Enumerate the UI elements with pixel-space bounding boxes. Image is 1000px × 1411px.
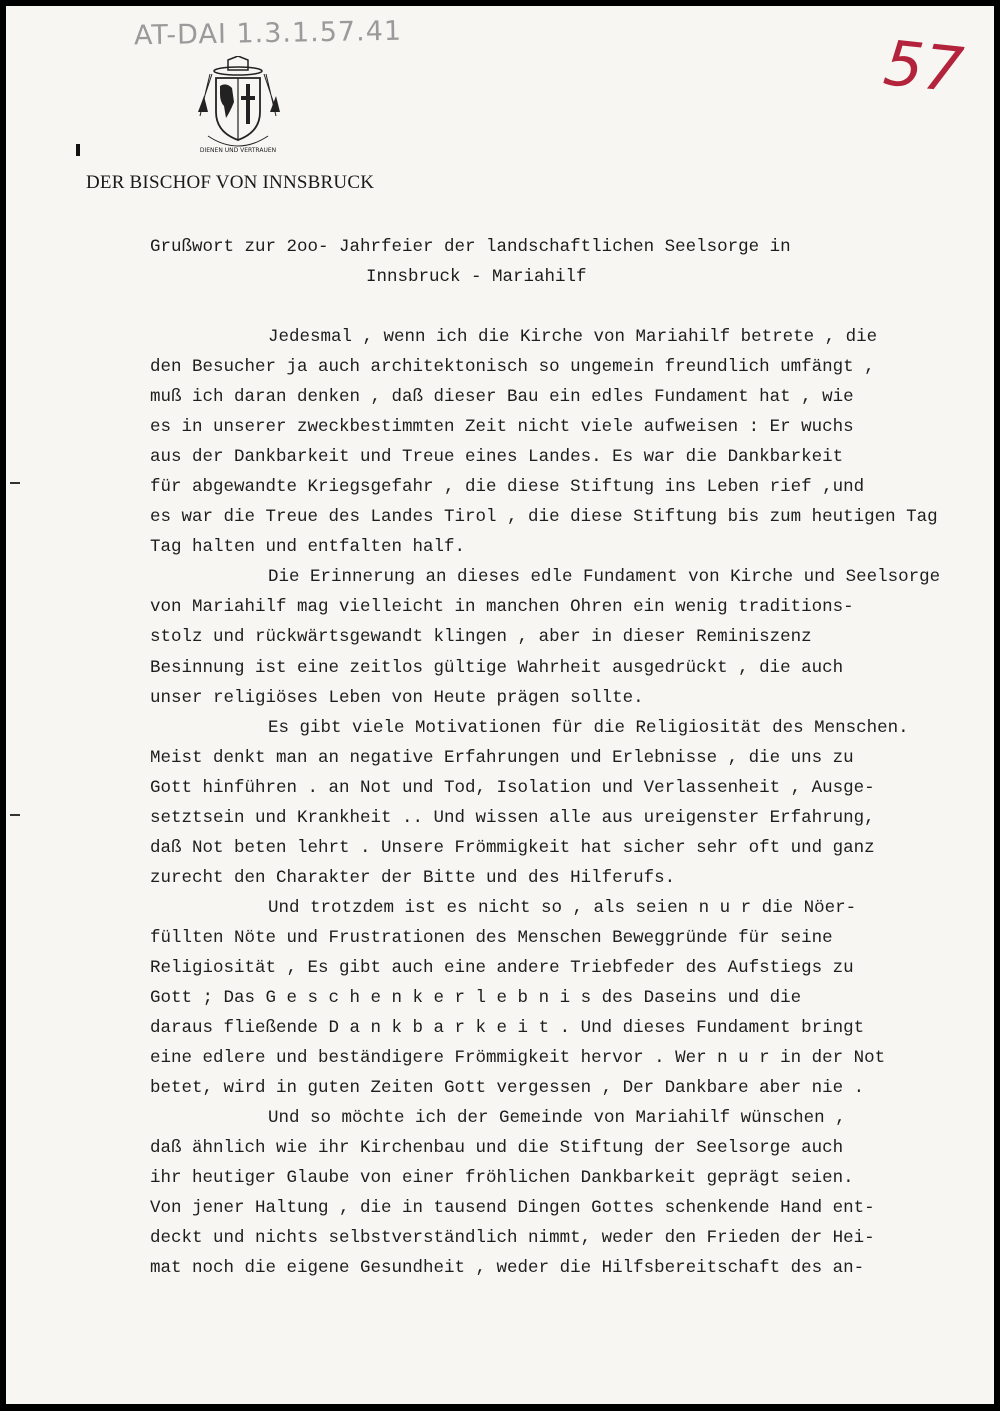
- body-line: ihr heutiger Glaube von einer fröhlichen Dankbarkeit geprägt seien.: [150, 1168, 854, 1189]
- body-line: deckt und nichts selbstverständlich nimmt, weder den Frieden der Hei-: [150, 1228, 875, 1249]
- title-line-2: Innsbruck - Mariahilf: [366, 267, 587, 287]
- body-line: Und so möchte ich der Gemeinde von Mariahilf wünschen ,: [268, 1108, 846, 1129]
- body-line: setztsein und Krankheit .. Und wissen alle aus ureigenster Erfahrung,: [150, 807, 875, 828]
- body-line: mat noch die eigene Gesundheit , weder die Hilfsbereitschaft des an-: [150, 1258, 865, 1279]
- body-line: Besinnung ist eine zeitlos gültige Wahrheit ausgedrückt , die auch: [150, 657, 844, 678]
- letter-body: [150, 322, 990, 1284]
- body-line: es war die Treue des Landes Tirol , die diese Stiftung bis zum heutigen Tag: [150, 507, 938, 528]
- body-line: muß ich daran denken , daß dieser Bau ein edles Fundament hat , wie: [150, 387, 854, 408]
- body-line: unser religiöses Leben von Heute prägen sollte.: [150, 687, 644, 708]
- body-line: von Mariahilf mag vielleicht in manchen Ohren ein wenig traditions-: [150, 597, 854, 618]
- body-line: Jedesmal , wenn ich die Kirche von Mariahilf betrete , die: [268, 327, 878, 347]
- body-line: Meist denkt man an negative Erfahrungen und Erlebnisse , die uns zu: [150, 747, 854, 768]
- body-line: Und trotzdem ist es nicht so , als seien n u r die Nöer-: [268, 897, 857, 918]
- body-line: Gott ; Das G e s c h e n k e r l e b n i s des Daseins und die: [150, 988, 802, 1009]
- body-line: Die Erinnerung an dieses edle Fundament von Kirche und Seelsorge: [268, 567, 941, 588]
- body-line: Gott hinführen . an Not und Tod, Isolation und Verlassenheit , Ausge-: [150, 777, 875, 798]
- body-line: Tag halten und entfalten half.: [150, 537, 466, 558]
- body-line: Religiosität , Es gibt auch eine andere Triebfeder des Aufstiegs zu: [150, 957, 854, 978]
- document-page: [6, 6, 994, 1404]
- title-line-1: Grußwort zur 2oo- Jahrfeier der landschaftlichen Seelsorge in: [150, 237, 791, 257]
- body-line: füllten Nöte und Frustrationen des Menschen Beweggründe für seine: [150, 927, 833, 948]
- body-line: betet, wird in guten Zeiten Gott vergessen , Der Dankbare aber nie .: [150, 1078, 865, 1099]
- archive-signature: AT-DAI 1.3.1.57.41: [133, 15, 403, 52]
- document-title: [150, 232, 970, 292]
- body-line: aus der Dankbarkeit und Treue eines Landes. Es war die Dankbarkeit: [150, 447, 844, 468]
- body-line: für abgewandte Kriegsgefahr , die diese Stiftung ins Leben rief ,und: [150, 477, 865, 498]
- body-line: zurecht den Charakter der Bitte und des Hilferufs.: [150, 867, 676, 888]
- crest-motto: DIENEN UND VERTRAUEN: [199, 147, 277, 154]
- letterhead: DER BISCHOF VON INNSBRUCK: [86, 172, 375, 193]
- coat-of-arms-icon: [190, 56, 286, 156]
- body-line: daß Not beten lehrt . Unsere Frömmigkeit hat sicher sehr oft und ganz: [150, 837, 875, 858]
- body-line: den Besucher ja auch architektonisch so ungemein freundlich umfängt ,: [150, 357, 875, 378]
- margin-mark: [76, 144, 80, 156]
- body-line: eine edlere und beständigere Frömmigkeit hervor . Wer n u r in der Not: [150, 1048, 886, 1069]
- body-line: daraus fließende D a n k b a r k e i t . Und dieses Fundament bringt: [150, 1018, 865, 1039]
- body-line: daß ähnlich wie ihr Kirchenbau und die Stiftung der Seelsorge auch: [150, 1138, 844, 1159]
- margin-tick: [10, 482, 20, 484]
- body-line: Es gibt viele Motivationen für die Religiosität des Menschen.: [268, 717, 909, 738]
- body-line: es in unserer zweckbestimmten Zeit nicht viele aufweisen : Er wuchs: [150, 417, 854, 438]
- margin-tick: [10, 814, 20, 816]
- folio-number: 57: [880, 26, 967, 107]
- body-line: Von jener Haltung , die in tausend Dingen Gottes schenkende Hand ent-: [150, 1198, 875, 1219]
- body-line: stolz und rückwärtsgewandt klingen , aber in dieser Reminiszenz: [150, 627, 812, 648]
